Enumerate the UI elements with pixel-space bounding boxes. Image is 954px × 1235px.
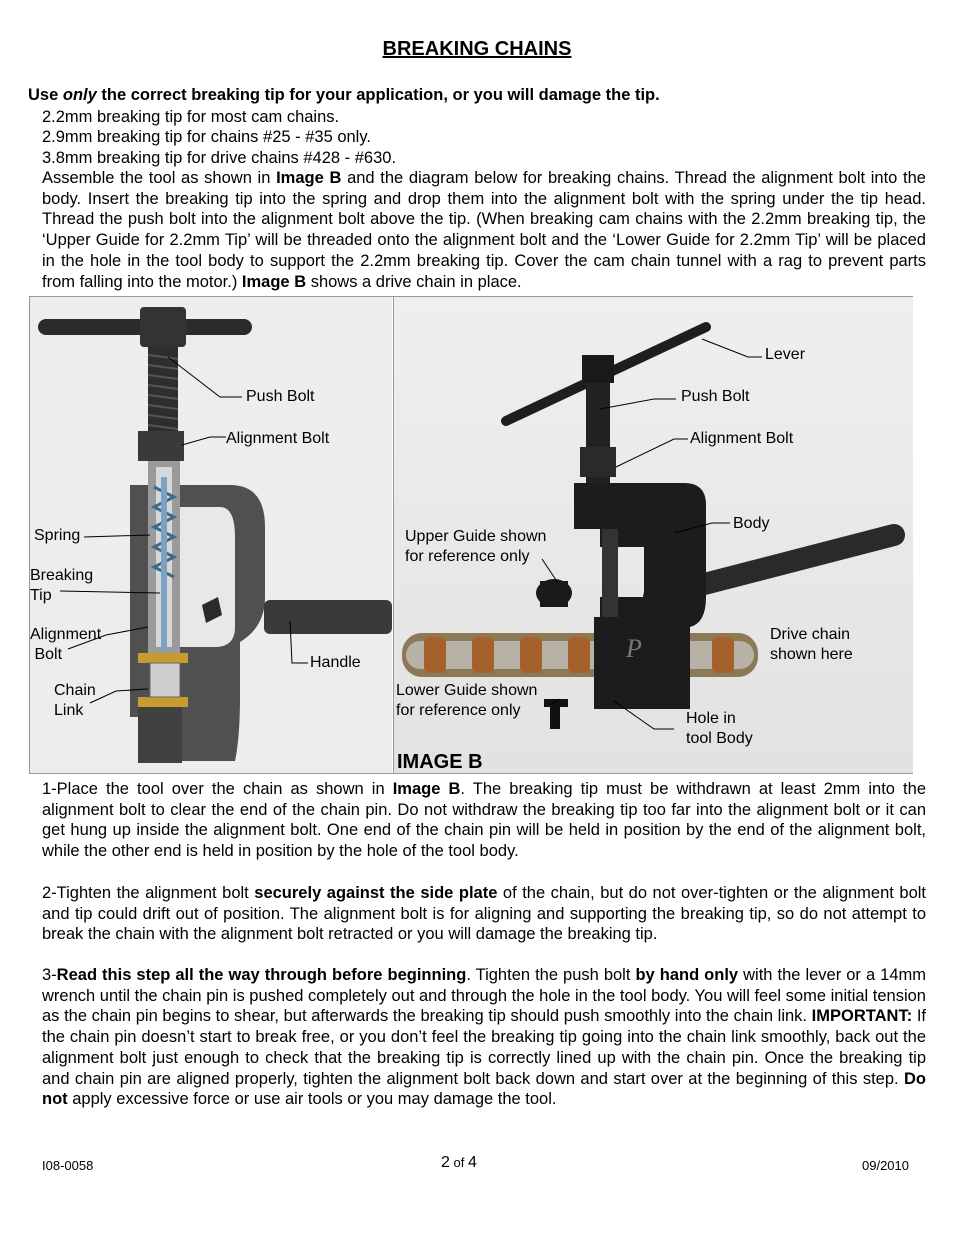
cutaway-diagram [30,297,392,773]
label-handle: Handle [310,654,361,671]
label-alignment-bolt: Alignment Bolt [226,430,330,447]
page-title: BREAKING CHAINS [382,38,572,60]
brand-mark: P [626,634,642,663]
label-lower-guide: Lower Guide shown for reference only [396,682,538,719]
label-breaking-tip: Breaking Tip [30,567,94,604]
label-alignment-bolt-photo: Alignment Bolt [690,430,794,447]
tool-photo [393,297,913,773]
tip-line: 3.8mm breaking tip for drive chains #428 - #630. [42,149,397,167]
tip-line: 2.9mm breaking tip for chains #25 - #35 only. [42,128,371,146]
label-upper-guide: Upper Guide shown for reference only [405,528,547,565]
tip-line: 2.2mm breaking tip for most cam chains. [42,108,340,126]
label-spring: Spring [34,527,81,544]
assembly-paragraph: Assemble the tool as shown in Image B and the diagram below for breaking chains. Thread the alignment bolt into the body. Insert the breaking tip into the spring and drop them into the alignment bolt with the spring under the tip head. Thread the push bolt into the alignment bolt above the tip. (When breaking cam chains with the 2.2mm breaking tip, the ‘Upper Guide for 2.2mm Tip’ will be threaded onto the alignment bolt and the ‘Lower Guide for 2.2mm Tip’ will be placed in the hole in the tool body to support the 2.2mm breaking tip. Cover the cam chain tunnel with a rag to prevent parts from falling into the motor.) Image B shows a drive chain in place. [42,169,926,291]
image-b-caption: IMAGE B [397,751,483,773]
label-push-bolt-photo: Push Bolt [681,388,750,405]
page-number: 2 of 4 [441,1154,477,1171]
step-2: 2-Tighten the alignment bolt securely against the side plate of the chain, but do not over-tighten or the alignment bolt and tip could drift out of position. The alignment bolt is for aligning and supporting the breaking tip, so do not attempt to break the chain with the alignment bolt retracted or you will damage the breaking tip. [42,884,926,944]
label-alignment-bolt-lower: Alignment Bolt [30,626,102,663]
doc-date: 09/2010 [862,1158,909,1173]
label-drive-chain: Drive chain shown here [770,626,853,663]
doc-number: I08-0058 [42,1158,94,1173]
label-chain-link: Chain Link [54,682,96,719]
label-lever: Lever [765,346,806,363]
label-body: Body [733,515,770,532]
label-push-bolt: Push Bolt [246,388,315,405]
warning-line: Use only the correct breaking tip for your application, or you will damage the tip. [28,86,660,104]
figure [29,296,913,774]
label-hole: Hole in tool Body [686,710,753,747]
step-3: 3-Read this step all the way through before beginning. Tighten the push bolt by hand only with the lever or a 14mm wrench until the chain pin is pushed completely out and through the hole in the tool body. You will feel some initial tension as the chain pin begins to shear, but afterwards the breaking tip should push smoothly into the chain link. IMPORTANT: If the chain pin doesn’t start to break free, or you don’t feel the breaking tip going into the chain link smoothly, back out the alignment bolt just enough to check that the breaking tip is correctly lined up with the chain pin. Once the breaking tip and chain pin are aligned properly, tighten the alignment bolt back down and start over at the beginning of this step. Do not apply excessive force or use air tools or you may damage the tool. [42,966,926,1109]
step-1: 1-Place the tool over the chain as shown in Image B. The breaking tip must be withdrawn at least 2mm into the alignment bolt to clear the end of the chain pin. Do not withdraw the breaking tip too far into the alignment bolt or it can get hung up inside the alignment bolt. One end of the chain pin will be held in position by the end of the alignment bolt, while the other end is held in position by the hole of the tool body. [42,780,926,861]
